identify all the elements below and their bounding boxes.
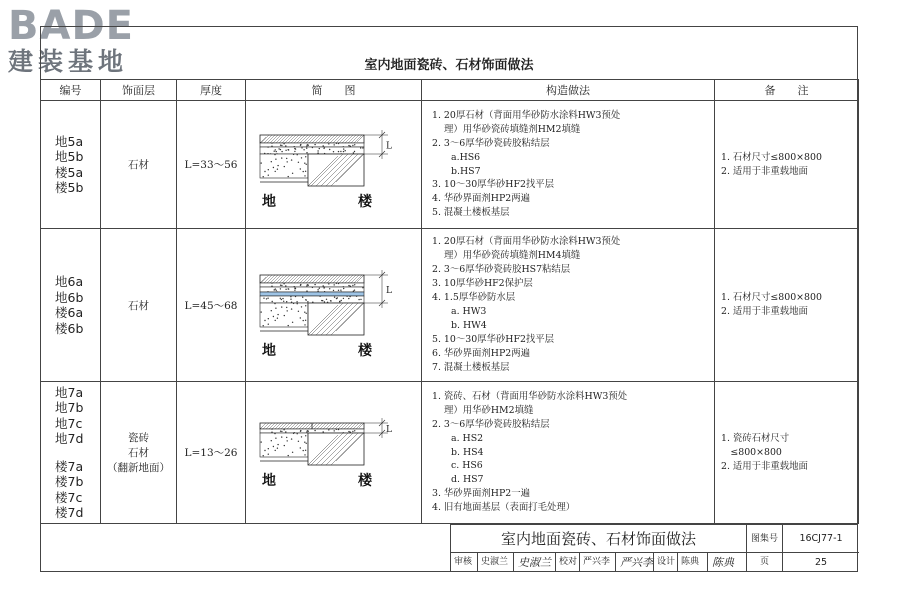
row-notes	[715, 229, 859, 382]
finish-line: 石材	[128, 299, 149, 312]
construction-step: d. HS7	[451, 474, 484, 486]
construction-step: a. HW3	[451, 306, 487, 317]
note-line: 2. 适用于非重载地面	[721, 306, 808, 317]
table-row	[41, 229, 859, 382]
row-construction	[422, 101, 715, 229]
construction-step: 3. 华砂界面剂HP2一遍	[432, 488, 530, 500]
finish-line: 瓷砖	[128, 432, 149, 444]
construction-step: 7. 混凝土楼板基层	[432, 361, 510, 373]
finish-line: 石材	[128, 447, 149, 459]
note-line: 2. 适用于非重载地面	[721, 460, 808, 472]
construction-step: 理）用华砂HM2填缝	[444, 404, 534, 416]
header-thickness: 厚度	[177, 80, 246, 101]
row-construction	[422, 382, 715, 524]
titleblock-title: 室内地面瓷砖、石材饰面做法	[451, 525, 747, 553]
construction-step: 2. 3～6厚华砂瓷砖胶HS7粘结层	[432, 264, 571, 276]
checker-name: 严兴李	[579, 553, 610, 572]
note-line: 1. 瓷砖石材尺寸	[721, 432, 790, 444]
page-title: 室内地面瓷砖、石材饰面做法	[364, 58, 534, 73]
construction-step: 理）用华砂瓷砖填缝剂HM4填缝	[444, 250, 581, 262]
floor-label: 楼	[358, 472, 372, 489]
code-item: 楼6b	[55, 320, 84, 336]
logo-wordmark: BADE	[8, 3, 134, 49]
note-line: 1. 石材尺寸≤800×800	[721, 292, 822, 303]
code-item: 地7a	[55, 384, 84, 400]
page-label: 页	[747, 553, 783, 572]
header-notes: 备 注	[715, 80, 859, 101]
table-header-row	[41, 80, 859, 101]
construction-step: b. HS4	[451, 446, 484, 458]
construction-step: 1. 瓷砖、石材（背面用华砂防水涂料HW3预处	[432, 390, 628, 402]
construction-step: 1. 20厚石材（背面用华砂防水涂料HW3预处	[432, 236, 621, 248]
floor-label: 楼	[358, 343, 372, 359]
code-item: 地6a	[55, 274, 84, 289]
finish-line: 石材	[128, 159, 149, 171]
row-sketch	[246, 229, 422, 382]
dimension-label: L	[386, 424, 392, 435]
finish-line: （翻新地面）	[107, 462, 170, 474]
review-label: 审核	[454, 557, 473, 567]
ground-label: 地	[262, 343, 276, 359]
note-line: 1. 石材尺寸≤800×800	[721, 151, 822, 163]
floor-label: 楼	[358, 193, 372, 210]
construction-step: 理）用华砂瓷砖填缝剂HM2填缝	[444, 123, 581, 135]
construction-step: 5. 混凝土楼板基层	[432, 207, 510, 219]
code-item: 楼7a	[55, 458, 84, 474]
construction-step: b.HS7	[451, 165, 481, 177]
note-line: 2. 适用于非重载地面	[721, 165, 808, 177]
construction-step: 5. 10～30厚华砂HF2找平层	[432, 333, 555, 345]
table-row	[41, 101, 859, 229]
construction-step: 2. 3～6厚华砂瓷砖胶粘结层	[432, 418, 550, 430]
checker-signature: 严兴李	[615, 553, 653, 572]
atlas-number: 16CJ77-1	[783, 525, 859, 553]
row-thickness: L=13～26	[177, 382, 246, 524]
construction-step: 4. 华砂界面剂HP2两遍	[432, 193, 530, 205]
header-finish: 饰面层	[101, 80, 177, 101]
reviewer-name: 史淑兰	[477, 553, 508, 572]
row-finish	[101, 101, 177, 229]
row-thickness: L=45～68	[177, 229, 246, 382]
construction-step: 3. 10厚华砂HF2保护层	[432, 278, 533, 290]
section-sketch	[246, 393, 416, 513]
code-item: 楼7b	[55, 474, 84, 489]
header-code: 编号	[41, 80, 101, 101]
code-item: 楼7d	[55, 505, 84, 520]
code-item: 地7d	[55, 431, 84, 446]
construction-table	[40, 79, 859, 524]
code-item: 地7b	[55, 400, 84, 415]
row-codes	[41, 101, 101, 229]
construction-step: a.HS6	[451, 151, 481, 163]
code-item: 楼6a	[55, 305, 84, 320]
construction-step: 2. 3～6厚华砂瓷砖胶粘结层	[432, 137, 550, 149]
row-codes	[41, 229, 101, 382]
construction-step: a. HS2	[451, 432, 484, 444]
construction-step: c. HS6	[451, 460, 483, 472]
reviewer-signature: 史淑兰	[513, 553, 551, 572]
construction-step: 1. 20厚石材（背面用华砂防水涂料HW3预处	[432, 109, 621, 121]
dimension-label: L	[386, 286, 392, 296]
designer-signature: 陈典	[707, 553, 734, 572]
row-sketch	[246, 382, 422, 524]
row-codes	[41, 382, 101, 524]
row-sketch	[246, 101, 422, 229]
ground-label: 地	[262, 472, 276, 489]
construction-step: 3. 10～30厚华砂HF2找平层	[432, 179, 555, 191]
row-notes	[715, 101, 859, 229]
atlas-label: 图集号	[747, 525, 783, 553]
code-item: 地5a	[55, 133, 84, 149]
row-construction	[422, 229, 715, 382]
dimension-label: L	[386, 141, 392, 151]
code-item: 楼7c	[55, 489, 83, 505]
code-item: 楼5a	[55, 164, 84, 180]
header-sketch: 简 图	[246, 80, 422, 101]
code-item: 地6b	[55, 289, 84, 305]
table-row	[41, 382, 859, 524]
construction-step: 4. 1.5厚华砂防水层	[432, 292, 516, 304]
signature-row	[451, 553, 747, 572]
section-sketch	[246, 105, 416, 225]
code-item: 楼5b	[55, 180, 84, 195]
row-finish	[101, 229, 177, 382]
ground-label: 地	[262, 193, 276, 210]
row-finish	[101, 382, 177, 524]
construction-step: b. HW4	[451, 319, 487, 331]
construction-step: 4. 旧有地面基层（表面打毛处理）	[432, 502, 576, 514]
logo-subtitle: 建装基地	[8, 47, 129, 76]
section-sketch	[246, 245, 416, 365]
check-label: 校对	[555, 553, 577, 572]
code-item: 地5b	[55, 149, 84, 164]
code-item: 地7c	[55, 415, 83, 431]
title-block	[450, 524, 858, 571]
note-line: ≤800×800	[721, 446, 782, 458]
page-number: 25	[814, 557, 828, 568]
design-label: 设计	[653, 553, 675, 572]
row-thickness: L=33～56	[177, 101, 246, 229]
designer-name: 陈典	[677, 553, 699, 572]
construction-step: 6. 华砂界面剂HP2两遍	[432, 347, 530, 359]
header-construction: 构造做法	[422, 80, 715, 101]
row-notes	[715, 382, 859, 524]
